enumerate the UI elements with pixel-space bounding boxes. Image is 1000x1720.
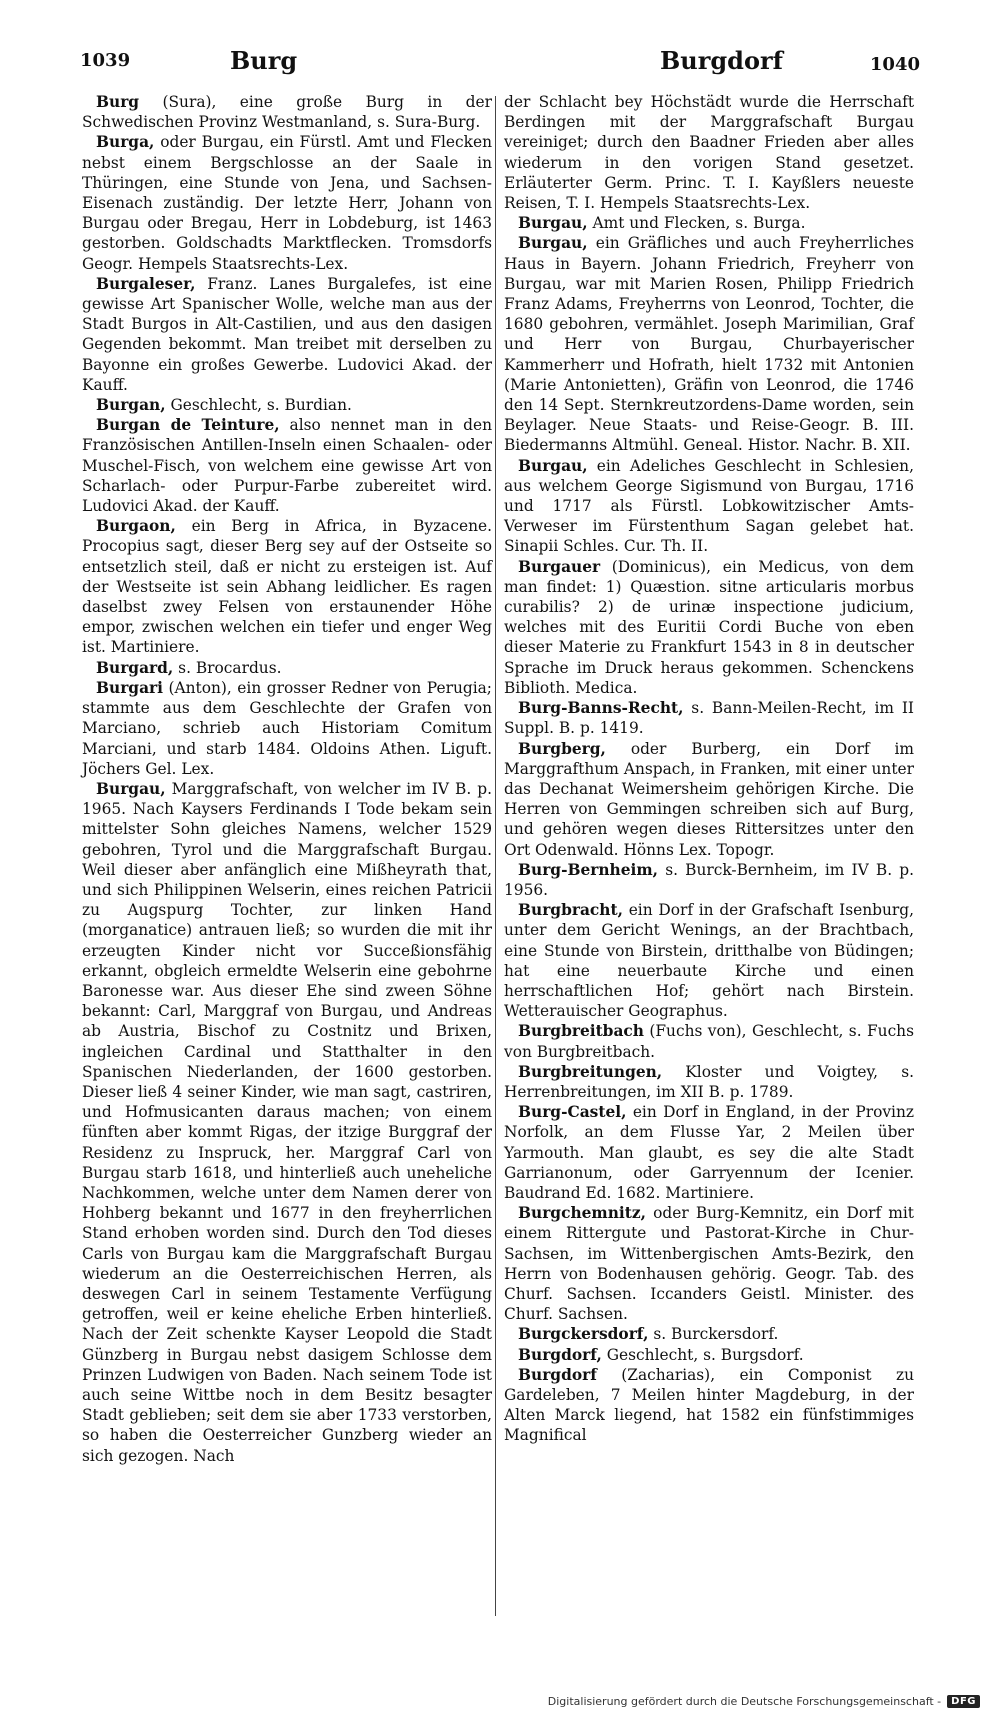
running-headword-left: Burg xyxy=(230,46,298,75)
entry-text: Amt und Flecken, s. Burga. xyxy=(587,214,806,233)
entry-text: oder Burgau, ein Fürstl. Amt und Flecken nebst einem Bergschlosse an der Saale in Thüringen, eine Stunde von Jena, und Sachsen-Eisenach zuständig. Der letzte Herr, Johann von Burgau oder Bregau, Herr in Lobdeburg, ist 1463 gestorben. Goldschadts Marktflecken. Tromsdorfs Geogr. Hempels Staatsrechts-Lex. xyxy=(82,133,492,273)
dictionary-entry xyxy=(82,92,492,132)
entry-text: Geschlecht, s. Burdian. xyxy=(165,396,352,415)
dictionary-entry xyxy=(82,395,492,415)
dictionary-entry xyxy=(82,274,492,395)
dfg-logo: DFG xyxy=(947,1695,980,1708)
dictionary-entry xyxy=(504,456,914,557)
running-header xyxy=(80,44,920,84)
entry-text: Geschlecht, s. Burgsdorf. xyxy=(601,1345,804,1364)
dictionary-entry xyxy=(504,1203,914,1324)
page-number-left: 1039 xyxy=(80,50,131,71)
entry-text: (Dominicus), ein Medicus, von dem man findet: 1) Quæstion. sitne articularis morbus curabilis? 2) de urinæ inspectione judicium, welches mit des Euritii Cordi Buche von eben dieser Materie zu Frankfurt 1543 in 8 in deutscher Sprache im Druck heraus gekommen. Schenckens Biblioth. Medica. xyxy=(504,557,914,697)
dictionary-entry xyxy=(82,132,492,273)
entry-lemma: Burgchemnitz, xyxy=(518,1204,646,1223)
entry-text: ein Berg in Africa, in Byzacene. Procopius sagt, dieser Berg sey auf der Ostseite so entsetzlich steil, daß er nicht zu ersteigen ist. Auf der Westseite ist sein Abhang leidlicher. Es ragen daselbst zwey Felsen von erstaunender Höhe empor, zwischen welchen ein tiefer und enger Weg ist. Martiniere. xyxy=(82,517,492,657)
dictionary-entry xyxy=(504,1324,914,1344)
page-number-right: 1040 xyxy=(869,54,920,75)
entry-text: ein Adeliches Geschlecht in Schlesien, aus welchem George Sigismund von Burgau, 1716 und 1717 als Fürstl. Lobkowitzischer Amts-Verweser im Fürstenthum Sagan gelebet hat. Sinapii Schles. Cur. Th. II. xyxy=(504,456,914,556)
dictionary-entry xyxy=(504,1021,914,1061)
entry-text: s. Bann-Meilen-Recht, im II Suppl. B. p. 1419. xyxy=(504,699,914,738)
dictionary-entry xyxy=(504,213,914,233)
entry-text: oder Burberg, ein Dorf im Marggrafthum Anspach, in Franken, mit einer unter das Dechanat Weimersheim gehörigen Kirche. Die Herren von Gemmingen schreiben sich auf Burg, und gehören wegen dieses Rittersitzes unter den Ort Odenwald. Hönns Lex. Topogr. xyxy=(504,739,914,859)
entry-text: oder Burg-Kemnitz, ein Dorf mit einem Rittergute und Pastorat-Kirche in Chur-Sachsen, im Wittenbergischen Amts-Bezirk, den Herrn von Bodenhausen gehörig. Geogr. Tab. des Churf. Sachsen. Iccanders Geistl. Minister. des Churf. Sachsen. xyxy=(504,1204,914,1324)
entry-text: (Sura), eine große Burg in der Schwedischen Provinz Westmanland, s. Sura-Burg. xyxy=(82,93,492,132)
dictionary-entry xyxy=(504,860,914,900)
entry-text: also nennet man in den Französischen Antillen-Inseln einen Schaalen- oder Muschel-Fisch, von welchem eine gewisse Art von Scharlach- oder Purpur-Farbe zubereitet wird. Ludovici Akad. der Kauff. xyxy=(82,416,492,516)
dictionary-entry xyxy=(504,900,914,1021)
dictionary-entry xyxy=(504,1365,914,1446)
entry-text: s. Burck-Bernheim, im IV B. p. 1956. xyxy=(504,860,914,899)
entry-lemma: Burgau, xyxy=(518,214,588,233)
entry-lemma: Burgari xyxy=(96,678,163,697)
entry-lemma: Burgaleser, xyxy=(96,274,196,293)
entry-text: Marggrafschaft, von welcher im IV B. p. 1965. Nach Kaysers Ferdinands I Tode bekam sein mittelster Sohn gleiches Namens, welcher 1529 gebohren, Tyrol und die Marggrafschaft Burgau. Weil dieser aber anfänglich eine Mißheyrath that, und sich Philippinen Welserin, eines reichen Patricii zu Augspurg Tochter, zur linken Hand (morganatice) antrauen ließ; so wurden die mit ihr erzeugten Kinder nicht vor Succeßionsfähig erkannt, obgleich ermeldte Welserin eine gebohrne Baronesse war. Aus dieser Ehe sind zween Söhne bekannt: Carl, Marggraf von Burgau, und Andreas ab Austria, Bischof zu Costnitz und Brixen, ingleichen Cardinal und Statthalter in den Spanischen Niederlanden, der 1600 gestorben. Dieser ließ 4 seiner Kinder, wie man sagt, castriren, und Hofmusicanten daraus machen; von einem fünften aber kommt Rigas, der itzige Burggraf der Residenz zu Inspruck, her. Marggraf Carl von Burgau starb 1618, und hinterließ auch uneheliche Nachkommen, welche unter dem Namen derer von Hohberg bekannt und 1677 in den freyherrlichen Stand erhoben worden sind. Durch den Tod dieses Carls von Burgau kam die Marggrafschaft Burgau wiederum an die Oesterreichischen Herren, als deswegen Carl in seinem Testamente Verfügung getroffen, weil er keine eheliche Erben hinterließ. Nach der Zeit schenkte Kayser Leopold die Stadt Günzberg in Burgau nebst dasigem Schlosse dem Prinzen Ludwigen von Baden. Nach seinem Tode ist auch seine Wittbe noch in dem Besitz besagter Stadt geblieben; seit dem sie aber 1733 verstorben, so haben die Oesterreicher Gunzberg wieder an sich gezogen. Nach xyxy=(82,779,492,1465)
dictionary-entry xyxy=(504,557,914,698)
entry-lemma: Burga, xyxy=(96,133,155,152)
entry-lemma: Burgau, xyxy=(96,779,166,798)
entry-text: der Schlacht bey Höchstädt wurde die Herrschaft Berdingen mit der Marggrafschaft Burgau vereiniget; durch den Baadner Frieden aber alles wiederum in den vorigen Stand gesetzet. Erläuterter Germ. Princ. T. I. Kayßlers neueste Reisen, T. I. Hempels Staatsrechts-Lex. xyxy=(504,93,914,213)
dictionary-entry xyxy=(82,779,492,1466)
entry-lemma: Burgbracht, xyxy=(518,901,623,920)
entry-lemma: Burgan de Teinture, xyxy=(96,416,280,435)
credit-text: Digitalisierung gefördert durch die Deutsche Forschungsgemeinschaft - xyxy=(547,1695,942,1708)
dictionary-entry xyxy=(504,233,914,455)
entry-lemma: Burgauer xyxy=(518,557,601,576)
entry-text: (Fuchs von), Geschlecht, s. Fuchs von Burgbreitbach. xyxy=(504,1022,914,1061)
entry-lemma: Burgau, xyxy=(518,456,588,475)
dictionary-entry xyxy=(504,739,914,860)
entry-lemma: Burg-Banns-Recht, xyxy=(518,699,684,718)
entry-lemma: Burgberg, xyxy=(518,739,606,758)
dictionary-entry xyxy=(82,415,492,516)
entry-lemma: Burgckersdorf, xyxy=(518,1325,649,1344)
entry-text: (Zacharias), ein Componist zu Gardeleben, 7 Meilen hinter Magdeburg, in der Alten Marck liegend, hat 1582 ein fünfstimmiges Magnifical xyxy=(504,1365,914,1445)
column-divider xyxy=(495,96,496,1616)
entry-text: s. Brocardus. xyxy=(173,658,282,677)
right-column xyxy=(504,92,914,1446)
entry-text: (Anton), ein grosser Redner von Perugia; stammte aus dem Geschlechte der Grafen von Marciano, schrieb auch Historiam Comitum Marciani, und starb 1484. Oldoins Athen. Liguft. Jöchers Gel. Lex. xyxy=(82,678,492,778)
entry-text: ein Gräfliches und auch Freyherrliches Haus in Bayern. Johann Friedrich, Freyherr von Burgau, war mit Marien Rosen, Philipp Friedrich Franz Adams, Freyherrns von Leonrod, Tochter, die 1680 gebohren, vermählet. Joseph Marimilian, Graf und Herr von Burgau, Churbayerischer Kammerherr und Hofrath, hielt 1732 mit Antonien (Marie Antonietten), Gräfin von Leonrod, die 1746 den 14 Sept. Sternkreutzordens-Dame worden, sein Beylager. Neue Staats- und Reise-Geogr. B. III. Biedermanns Altmühl. Geneal. Histor. Nachr. B. XII. xyxy=(504,234,914,455)
entry-text: ein Dorf in England, in der Provinz Norfolk, an dem Flusse Yar, 2 Meilen über Yarmouth. Man glaubt, es sey die alte Stadt Garrianonum, oder Garryennum der Icenier. Baudrand Ed. 1682. Martiniere. xyxy=(504,1103,914,1202)
entry-lemma: Burg-Bernheim, xyxy=(518,860,659,879)
dictionary-entry xyxy=(504,1062,914,1102)
left-column xyxy=(82,92,492,1466)
entry-text: Franz. Lanes Burgalefes, ist eine gewisse Art Spanischer Wolle, welche man aus der Stadt Burgos in Alt-Castilien, und aus den dasigen Gegenden bekommt. Man treibet mit derselben zu Bayonne ein großes Gewerbe. Ludovici Akad. der Kauff. xyxy=(82,274,492,394)
entry-text: s. Burckersdorf. xyxy=(648,1325,779,1344)
entry-lemma: Burgdorf, xyxy=(518,1345,602,1364)
entry-lemma: Burg xyxy=(96,93,140,111)
entry-lemma: Burgard, xyxy=(96,658,174,677)
entry-text: ein Dorf in der Grafschaft Isenburg, unter dem Gericht Wenings, an der Brachtbach, eine Stunde von Birstein, dritthalbe von Büdingen; hat eine neuerbaute Kirche und einen herrschaftlichen Hof; gehört nach Birstein. Wetterauischer Geographus. xyxy=(504,901,914,1021)
dictionary-entry xyxy=(504,1345,914,1365)
dictionary-entry xyxy=(82,658,492,678)
entry-lemma: Burgbreitbach xyxy=(518,1022,644,1041)
dictionary-entry xyxy=(504,698,914,738)
entry-lemma: Burgau, xyxy=(518,234,588,253)
dictionary-entry xyxy=(82,678,492,779)
dictionary-entry xyxy=(504,1102,914,1203)
dictionary-entry xyxy=(504,92,914,213)
dictionary-entry xyxy=(82,516,492,657)
entry-lemma: Burgdorf xyxy=(518,1365,597,1384)
entry-lemma: Burgaon, xyxy=(96,517,176,536)
digitization-credit xyxy=(548,1695,980,1708)
entry-lemma: Burg-Castel, xyxy=(518,1103,627,1122)
entry-text: Kloster und Voigtey, s. Herrenbreitungen, im XII B. p. 1789. xyxy=(504,1062,914,1101)
entry-lemma: Burgan, xyxy=(96,396,166,415)
entry-lemma: Burgbreitungen, xyxy=(518,1062,663,1081)
running-headword-right: Burgdorf xyxy=(660,46,783,75)
